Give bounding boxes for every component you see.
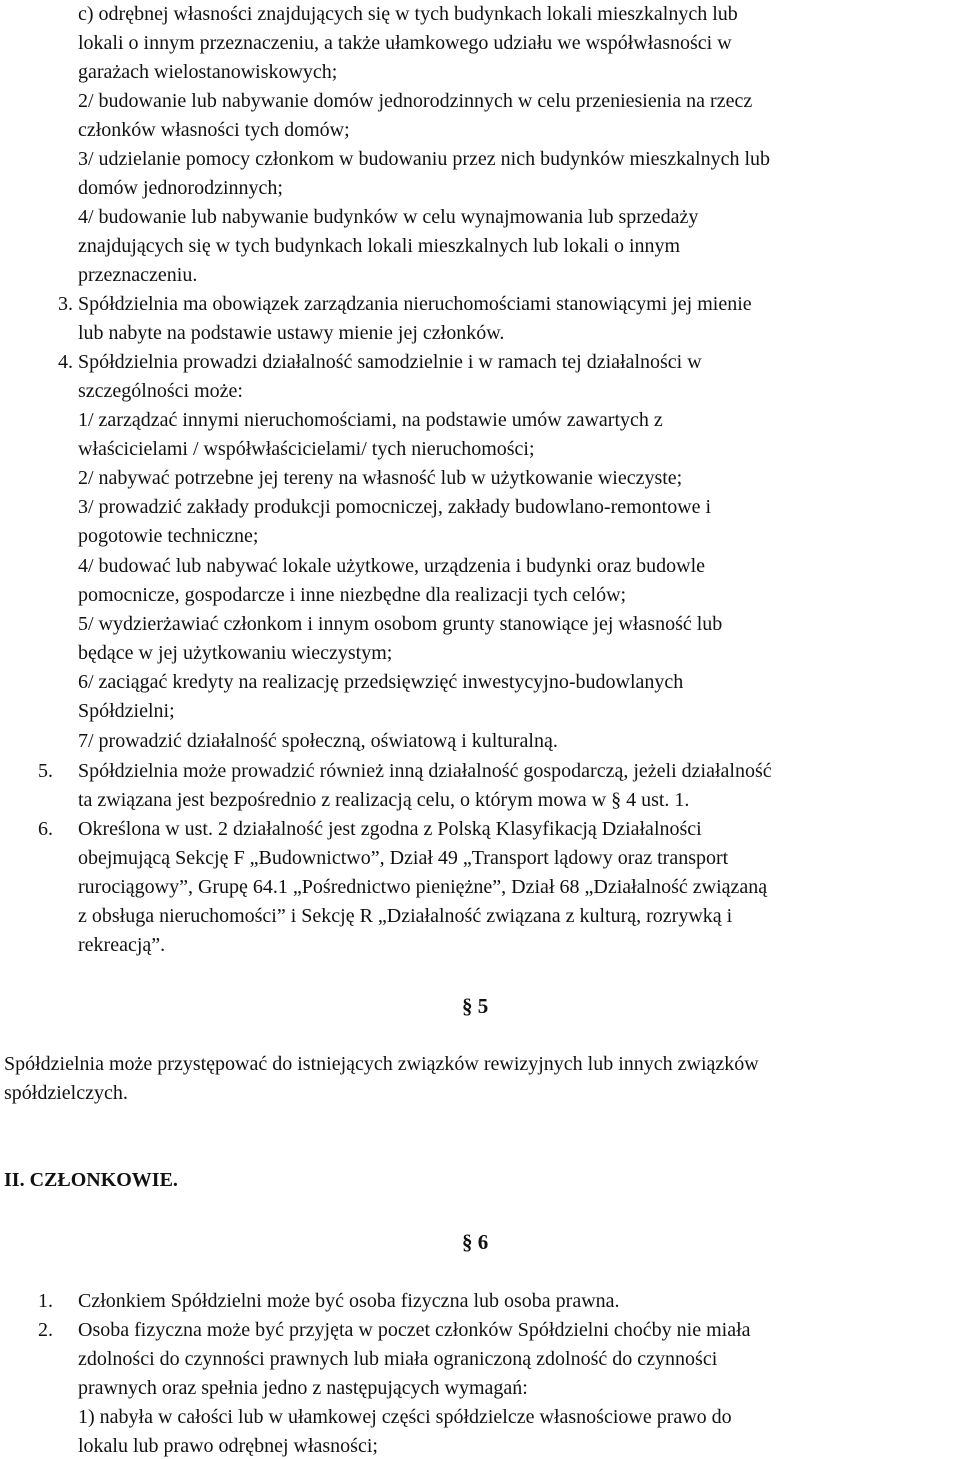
text-line: Spółdzielni; — [78, 700, 175, 722]
text-line: znajdujących się w tych budynkach lokali mieszkalnych lub lokali o innym — [78, 235, 681, 257]
text-line: 2/ nabywać potrzebne jej tereny na własność lub w użytkowanie wieczyste; — [78, 467, 683, 489]
list-number: 4. — [58, 351, 73, 373]
text-line: 2/ budowanie lub nabywanie domów jednorodzinnych w celu przeniesienia na rzecz — [78, 90, 753, 112]
text-line: 4/ budować lub nabywać lokale użytkowe, urządzenia i budynki oraz budowle — [78, 555, 706, 577]
text-line: członków własności tych domów; — [78, 119, 350, 141]
list-number: 6. — [38, 818, 53, 840]
list-number: 2. — [38, 1319, 53, 1341]
text-line: przeznaczeniu. — [78, 264, 198, 286]
text-line: zdolności do czynności prawnych lub miała ograniczoną zdolność do czynności — [78, 1348, 718, 1370]
text-line: Określona w ust. 2 działalność jest zgodna z Polską Klasyfikacją Działalności — [78, 818, 702, 840]
text-line: szczególności może: — [78, 380, 243, 402]
list-number: 5. — [38, 760, 53, 782]
text-line: pomocnicze, gospodarcze i inne niezbędne dla realizacji tych celów; — [78, 584, 627, 606]
text-line: domów jednorodzinnych; — [78, 177, 283, 199]
text-line: c) odrębnej własności znajdujących się w tych budynkach lokali mieszkalnych lub — [78, 3, 738, 25]
list-number: 3. — [58, 293, 73, 315]
text-line: 7/ prowadzić działalność społeczną, oświatową i kulturalną. — [78, 730, 558, 752]
text-line: 4/ budowanie lub nabywanie budynków w celu wynajmowania lub sprzedaży — [78, 206, 699, 228]
text-line: lub nabyte na podstawie ustawy mienie jej członków. — [78, 322, 505, 344]
text-line: 1/ zarządzać innymi nieruchomościami, na podstawie umów zawartych z — [78, 409, 663, 431]
text-line: z obsługa nieruchomości” i Sekcję R „Działalność związana z kulturą, rozrywką i — [78, 905, 733, 927]
text-line: 1) nabyła w całości lub w ułamkowej części spółdzielcze własnościowe prawo do — [78, 1406, 732, 1428]
text-line: Osoba fizyczna może być przyjęta w poczet członków Spółdzielni choćby nie miała — [78, 1319, 751, 1341]
text-line: 6/ zaciągać kredyty na realizację przedsięwzięć inwestycyjno-budowlanych — [78, 671, 684, 693]
text-line: spółdzielczych. — [4, 1082, 128, 1104]
text-line: 5/ wydzierżawiać członkom i innym osobom grunty stanowiące jej własność lub — [78, 613, 723, 635]
section-heading: § 6 — [462, 1230, 489, 1254]
text-line: obejmującą Sekcję F „Budownictwo”, Dział 49 „Transport lądowy oraz transport — [78, 847, 729, 869]
text-line: Spółdzielnia prowadzi działalność samodzielnie i w ramach tej działalności w — [78, 351, 702, 373]
text-line: 3/ prowadzić zakłady produkcji pomocniczej, zakłady budowlano-remontowe i — [78, 496, 712, 518]
text-line: właścicielami / współwłaścicielami/ tych nieruchomości; — [78, 438, 535, 460]
text-line: lokalu lub prawo odrębnej własności; — [78, 1435, 378, 1457]
section-heading: § 5 — [462, 994, 489, 1018]
text-line: Członkiem Spółdzielni może być osoba fizyczna lub osoba prawna. — [78, 1290, 620, 1312]
text-line: Spółdzielnia może przystępować do istniejących związków rewizyjnych lub innych związków — [4, 1053, 759, 1075]
text-line: Spółdzielnia może prowadzić również inną działalność gospodarczą, jeżeli działalność — [78, 760, 772, 782]
text-line: Spółdzielnia ma obowiązek zarządzania nieruchomościami stanowiącymi jej mienie — [78, 293, 752, 315]
text-line: lokali o innym przeznaczeniu, a także ułamkowego udziału we współwłasności w — [78, 32, 732, 54]
list-number: 1. — [38, 1290, 53, 1312]
text-line: rurociągowy”, Grupę 64.1 „Pośrednictwo pieniężne”, Dział 68 „Działalność związaną — [78, 876, 768, 898]
text-line: rekreacją”. — [78, 934, 166, 956]
text-line: 3/ udzielanie pomocy członkom w budowaniu przez nich budynków mieszkalnych lub — [78, 148, 771, 170]
text-line: będące w jej użytkowaniu wieczystym; — [78, 642, 393, 664]
text-line: prawnych oraz spełnia jedno z następujących wymagań: — [78, 1377, 528, 1399]
text-line: pogotowie techniczne; — [78, 525, 259, 547]
chapter-heading: II. CZŁONKOWIE. — [4, 1169, 178, 1191]
text-line: ta związana jest bezpośrednio z realizacją celu, o którym mowa w § 4 ust. 1. — [78, 789, 690, 811]
text-line: garażach wielostanowiskowych; — [78, 61, 338, 83]
